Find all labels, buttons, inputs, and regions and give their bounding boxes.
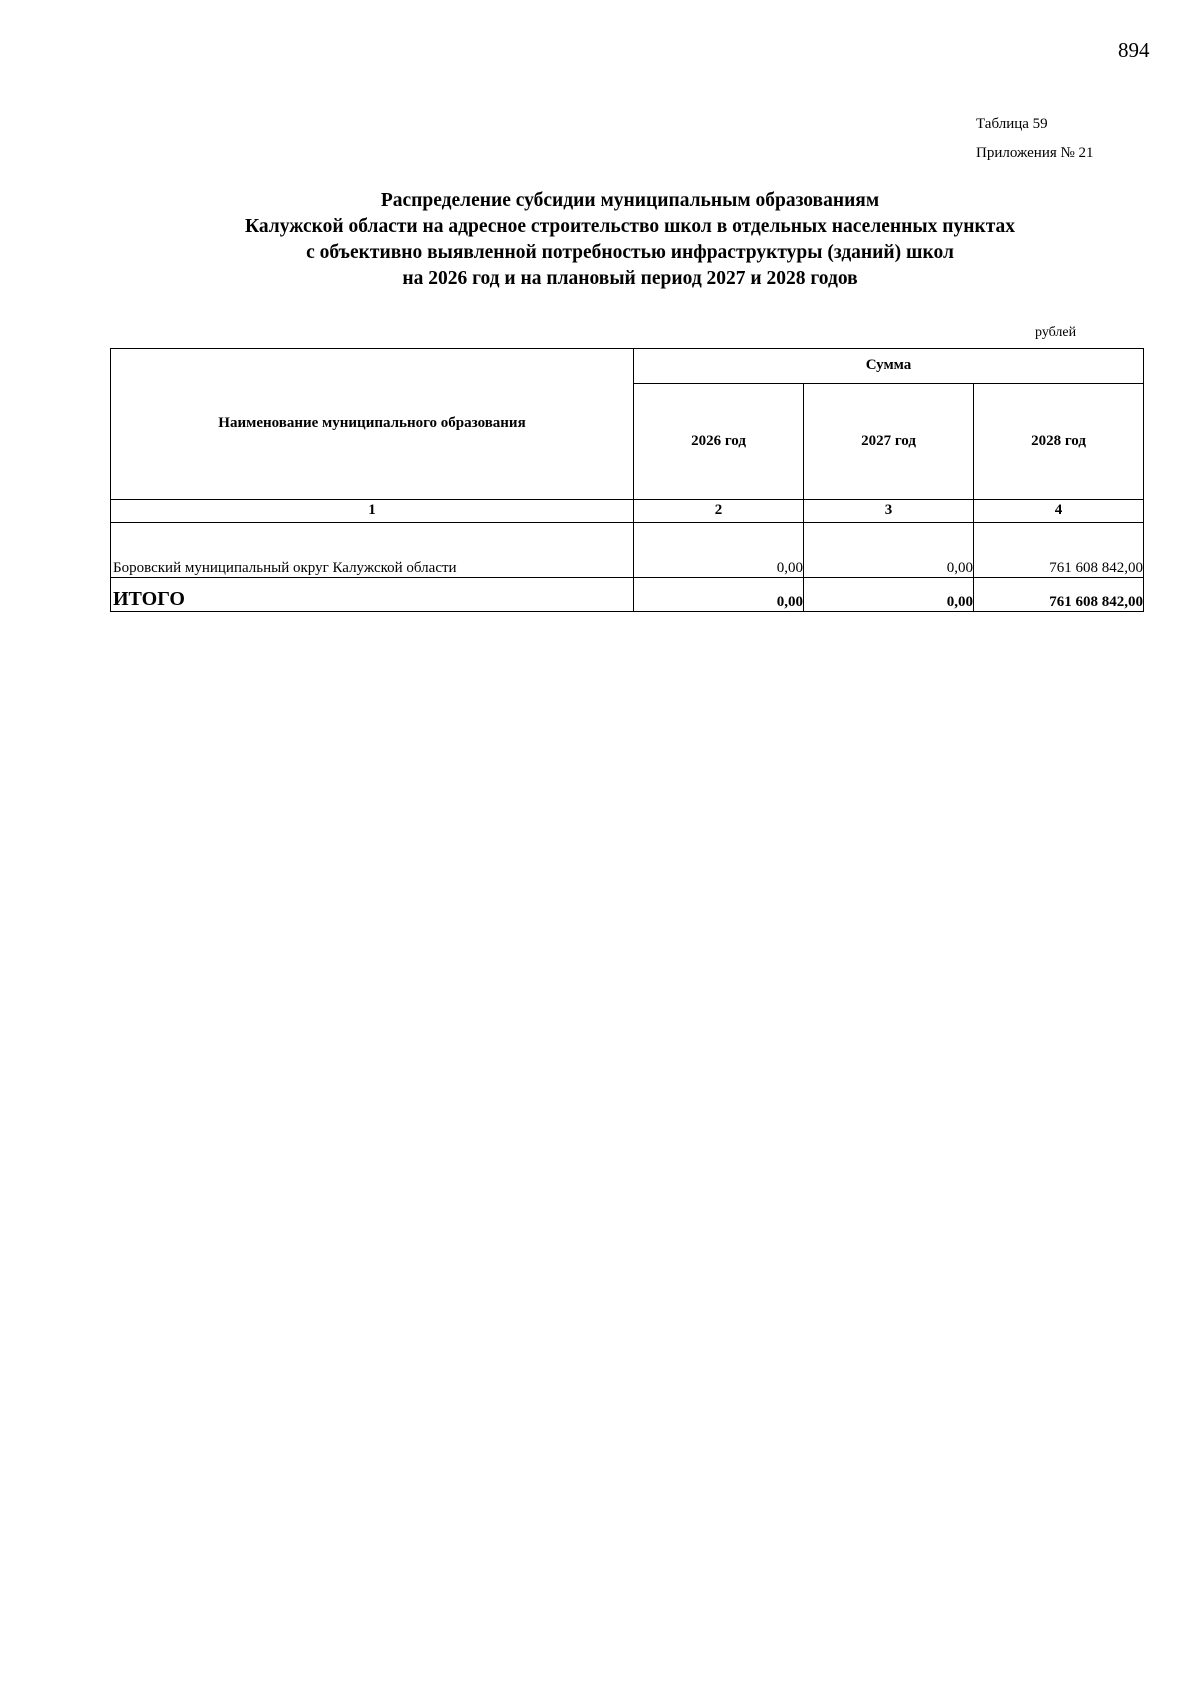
column-number: 2 <box>634 500 804 523</box>
page-number: 894 <box>1118 38 1150 62</box>
document-title <box>0 188 1200 292</box>
total-row <box>111 578 1144 612</box>
total-amount: 761 608 842,00 <box>974 578 1144 612</box>
title-line: Калужской области на адресное строительство школ в отдельных населенных пунктах <box>244 216 1016 237</box>
title-line: Распределение субсидии муниципальным образованиям <box>380 190 880 211</box>
column-number: 1 <box>111 500 634 523</box>
title-line: с объективно выявленной потребностью инфраструктуры (зданий) школ <box>306 242 954 263</box>
header-sum: Сумма <box>634 349 1144 384</box>
subsidy-table <box>110 348 1144 612</box>
table-label: Таблица 59 <box>976 116 1048 132</box>
amount-cell: 761 608 842,00 <box>974 523 1144 578</box>
units-label: рублей <box>1035 325 1077 340</box>
column-number: 3 <box>804 500 974 523</box>
amount-cell: 0,00 <box>804 523 974 578</box>
header-year: 2027 год <box>804 384 974 500</box>
total-amount: 0,00 <box>804 578 974 612</box>
title-line: на 2026 год и на плановый период 2027 и 2028 годов <box>402 268 858 289</box>
total-amount: 0,00 <box>634 578 804 612</box>
amount-cell: 0,00 <box>634 523 804 578</box>
total-label: ИТОГО <box>111 578 634 612</box>
table-row <box>111 523 1144 578</box>
column-number: 4 <box>974 500 1144 523</box>
header-year: 2028 год <box>974 384 1144 500</box>
header-year: 2026 год <box>634 384 804 500</box>
header-name: Наименование муниципального образования <box>111 349 634 500</box>
appendix-label: Приложения № 21 <box>976 145 1094 161</box>
municipality-name: Боровский муниципальный округ Калужской области <box>111 523 634 578</box>
